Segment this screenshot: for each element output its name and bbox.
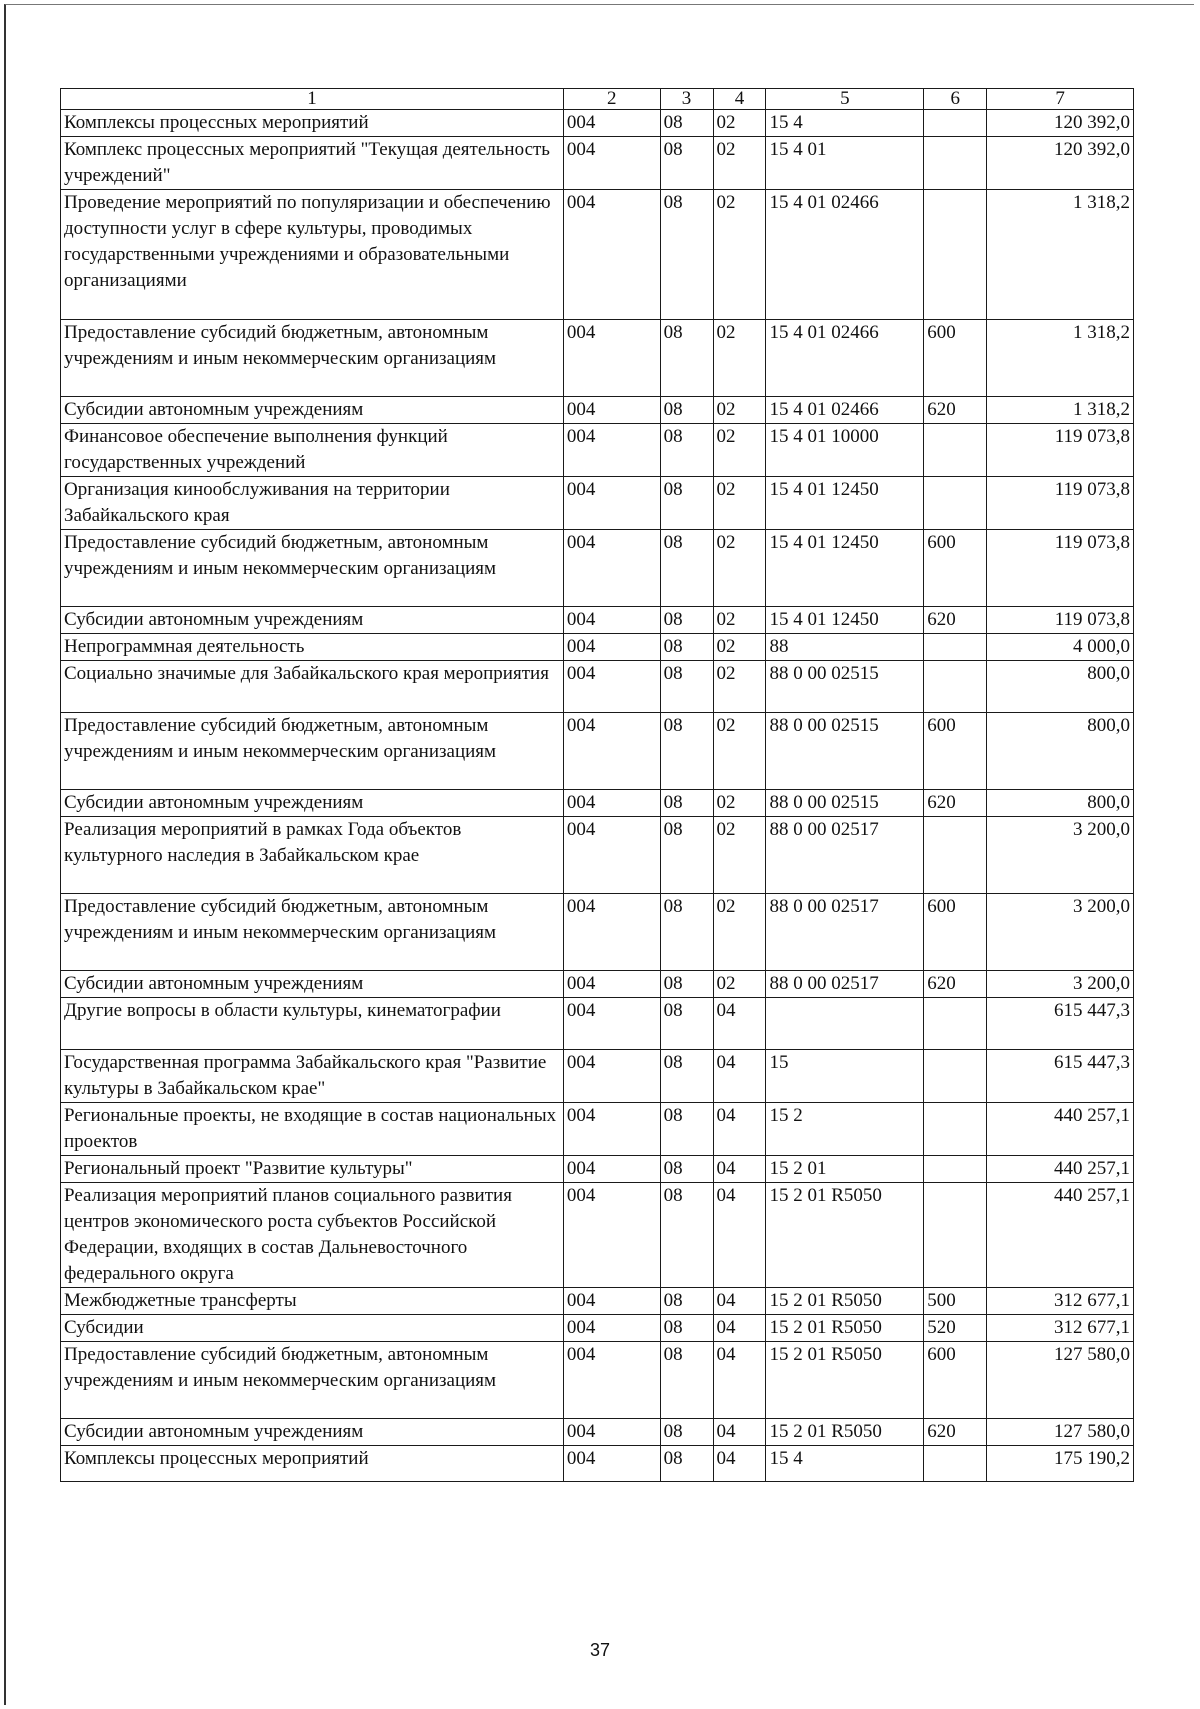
row-name-cell: Субсидии автономным учреждениям [61,1419,564,1446]
row-c6-cell: 600 [924,530,987,607]
row-c2-cell: 004 [563,1103,660,1156]
page-number: 37 [589,1640,611,1660]
row-name-cell: Социально значимые для Забайкальского края мероприятия [61,661,564,713]
row-c3-cell: 08 [660,397,713,424]
row-c5-cell: 15 4 [766,1446,924,1482]
row-name-cell: Проведение мероприятий по популяризации и обеспечению доступности услуг в сфере культуры, проводимых государственными учреждениями и образовательными организациями [61,190,564,320]
row-c2-cell: 004 [563,424,660,477]
row-c3-cell: 08 [660,1419,713,1446]
row-c3-cell: 08 [660,607,713,634]
row-c4-cell: 04 [713,1446,766,1482]
row-c7-cell: 119 073,8 [987,477,1134,530]
row-c6-cell [924,137,987,190]
header-col-1: 1 [61,89,564,110]
table-row [61,661,1134,713]
row-name-cell: Субсидии автономным учреждениям [61,607,564,634]
table-row [61,607,1134,634]
row-c3-cell: 08 [660,817,713,894]
row-c5-cell: 15 4 [766,110,924,137]
row-c2-cell: 004 [563,1050,660,1103]
row-c6-cell: 620 [924,1419,987,1446]
row-c2-cell: 004 [563,894,660,971]
row-name-cell: Предоставление субсидий бюджетным, автономным учреждениям и иным некоммерческим организациям [61,320,564,397]
row-c2-cell: 004 [563,190,660,320]
row-c6-cell [924,661,987,713]
row-c4-cell: 02 [713,424,766,477]
table-row [61,817,1134,894]
header-col-2: 2 [563,89,660,110]
row-name-cell: Комплекс процессных мероприятий "Текущая деятельность учреждений" [61,137,564,190]
row-c4-cell: 04 [713,1288,766,1315]
row-name-cell: Субсидии автономным учреждениям [61,790,564,817]
row-c6-cell: 600 [924,320,987,397]
row-c6-cell [924,1446,987,1482]
table-row [61,137,1134,190]
row-c7-cell: 312 677,1 [987,1315,1134,1342]
row-c7-cell: 615 447,3 [987,998,1134,1050]
row-c6-cell [924,1103,987,1156]
row-c5-cell: 15 [766,1050,924,1103]
row-c7-cell: 3 200,0 [987,817,1134,894]
row-c5-cell: 15 4 01 02466 [766,190,924,320]
row-c2-cell: 004 [563,320,660,397]
row-c4-cell: 02 [713,320,766,397]
row-c4-cell: 02 [713,713,766,790]
row-c4-cell: 02 [713,894,766,971]
table-row [61,1342,1134,1419]
table-row [61,530,1134,607]
row-c4-cell: 02 [713,661,766,713]
row-c7-cell: 440 257,1 [987,1183,1134,1288]
table-row [61,110,1134,137]
row-c3-cell: 08 [660,110,713,137]
row-c7-cell: 119 073,8 [987,424,1134,477]
row-name-cell: Комплексы процессных мероприятий [61,110,564,137]
row-c4-cell: 02 [713,607,766,634]
row-name-cell: Региональный проект "Развитие культуры" [61,1156,564,1183]
budget-table [60,88,1134,1482]
row-name-cell: Предоставление субсидий бюджетным, автономным учреждениям и иным некоммерческим организациям [61,713,564,790]
row-name-cell: Непрограммная деятельность [61,634,564,661]
row-c4-cell: 02 [713,530,766,607]
table-row [61,1183,1134,1288]
row-name-cell: Реализация мероприятий в рамках Года объектов культурного наследия в Забайкальском крае [61,817,564,894]
row-c5-cell: 15 2 01 R5050 [766,1419,924,1446]
table-row [61,971,1134,998]
row-c2-cell: 004 [563,1156,660,1183]
row-c7-cell: 3 200,0 [987,971,1134,998]
row-name-cell: Комплексы процессных мероприятий [61,1446,564,1482]
row-c5-cell: 15 4 01 12450 [766,607,924,634]
row-c6-cell [924,1050,987,1103]
row-c2-cell: 004 [563,110,660,137]
row-name-cell: Предоставление субсидий бюджетным, автономным учреждениям и иным некоммерческим организациям [61,530,564,607]
row-c4-cell: 02 [713,971,766,998]
row-c5-cell: 15 4 01 02466 [766,320,924,397]
row-c7-cell: 119 073,8 [987,530,1134,607]
table-row [61,424,1134,477]
table-row [61,1103,1134,1156]
row-c6-cell: 600 [924,1342,987,1419]
row-c5-cell: 88 [766,634,924,661]
row-c4-cell: 04 [713,1050,766,1103]
table-row [61,477,1134,530]
table-row [61,1446,1134,1482]
row-c3-cell: 08 [660,1156,713,1183]
row-c2-cell: 004 [563,1183,660,1288]
row-c6-cell: 600 [924,894,987,971]
row-c7-cell: 440 257,1 [987,1103,1134,1156]
header-col-5: 5 [766,89,924,110]
row-c4-cell: 04 [713,998,766,1050]
row-c7-cell: 120 392,0 [987,110,1134,137]
header-col-4: 4 [713,89,766,110]
row-c7-cell: 1 318,2 [987,320,1134,397]
row-c2-cell: 004 [563,477,660,530]
header-col-6: 6 [924,89,987,110]
table-row [61,397,1134,424]
row-c2-cell: 004 [563,817,660,894]
row-c4-cell: 04 [713,1342,766,1419]
row-c3-cell: 08 [660,713,713,790]
row-c6-cell: 500 [924,1288,987,1315]
row-c5-cell: 88 0 00 02515 [766,790,924,817]
row-c7-cell: 3 200,0 [987,894,1134,971]
row-c4-cell: 04 [713,1103,766,1156]
row-c6-cell [924,1156,987,1183]
row-c3-cell: 08 [660,790,713,817]
row-c5-cell: 15 2 01 R5050 [766,1315,924,1342]
row-c5-cell: 15 2 01 [766,1156,924,1183]
row-c3-cell: 08 [660,661,713,713]
row-c7-cell: 800,0 [987,661,1134,713]
row-c6-cell [924,424,987,477]
row-c6-cell [924,1183,987,1288]
row-c7-cell: 312 677,1 [987,1288,1134,1315]
row-c5-cell: 15 2 01 R5050 [766,1342,924,1419]
row-c7-cell: 1 318,2 [987,397,1134,424]
table-row [61,320,1134,397]
row-c7-cell: 4 000,0 [987,634,1134,661]
row-c5-cell: 15 2 01 R5050 [766,1288,924,1315]
row-name-cell: Межбюджетные трансферты [61,1288,564,1315]
row-c4-cell: 02 [713,817,766,894]
row-c6-cell [924,817,987,894]
row-c7-cell: 120 392,0 [987,137,1134,190]
row-name-cell: Предоставление субсидий бюджетным, автономным учреждениям и иным некоммерческим организациям [61,894,564,971]
row-c7-cell: 1 318,2 [987,190,1134,320]
row-c3-cell: 08 [660,634,713,661]
row-c6-cell [924,998,987,1050]
row-c2-cell: 004 [563,634,660,661]
row-c5-cell: 88 0 00 02517 [766,894,924,971]
row-c2-cell: 004 [563,607,660,634]
table-row [61,1315,1134,1342]
row-c5-cell: 15 4 01 02466 [766,397,924,424]
row-c2-cell: 004 [563,661,660,713]
row-c3-cell: 08 [660,1446,713,1482]
row-c5-cell: 88 0 00 02517 [766,971,924,998]
row-name-cell: Предоставление субсидий бюджетным, автономным учреждениям и иным некоммерческим организациям [61,1342,564,1419]
table-row [61,894,1134,971]
row-c4-cell: 02 [713,397,766,424]
row-c3-cell: 08 [660,1315,713,1342]
row-c6-cell [924,634,987,661]
table-row [61,190,1134,320]
row-c4-cell: 02 [713,790,766,817]
table-row [61,998,1134,1050]
row-c2-cell: 004 [563,998,660,1050]
row-c5-cell: 15 4 01 10000 [766,424,924,477]
row-c3-cell: 08 [660,1183,713,1288]
row-c4-cell: 02 [713,190,766,320]
row-c6-cell [924,190,987,320]
row-c5-cell: 15 2 01 R5050 [766,1183,924,1288]
row-name-cell: Субсидии автономным учреждениям [61,971,564,998]
row-name-cell: Реализация мероприятий планов социального развития центров экономического роста субъектов Российской Федерации, входящих в состав Дальневосточного федерального округа [61,1183,564,1288]
row-c7-cell: 800,0 [987,790,1134,817]
table-row [61,1156,1134,1183]
row-c6-cell [924,477,987,530]
row-c5-cell: 88 0 00 02517 [766,817,924,894]
row-c2-cell: 004 [563,530,660,607]
row-c7-cell: 615 447,3 [987,1050,1134,1103]
row-c6-cell: 620 [924,397,987,424]
row-c7-cell: 127 580,0 [987,1342,1134,1419]
row-c4-cell: 04 [713,1183,766,1288]
row-c2-cell: 004 [563,971,660,998]
row-c2-cell: 004 [563,790,660,817]
row-c3-cell: 08 [660,424,713,477]
table-row [61,790,1134,817]
row-c4-cell: 04 [713,1419,766,1446]
row-c5-cell: 15 4 01 12450 [766,530,924,607]
row-c4-cell: 02 [713,634,766,661]
row-c6-cell: 620 [924,607,987,634]
table-row [61,713,1134,790]
table-row [61,1050,1134,1103]
table-row [61,634,1134,661]
row-c3-cell: 08 [660,1342,713,1419]
row-c6-cell: 600 [924,713,987,790]
row-name-cell: Финансовое обеспечение выполнения функций государственных учреждений [61,424,564,477]
row-c7-cell: 127 580,0 [987,1419,1134,1446]
row-c2-cell: 004 [563,1315,660,1342]
row-c2-cell: 004 [563,397,660,424]
row-name-cell: Региональные проекты, не входящие в состав национальных проектов [61,1103,564,1156]
row-name-cell: Субсидии автономным учреждениям [61,397,564,424]
row-c2-cell: 004 [563,1342,660,1419]
row-c3-cell: 08 [660,137,713,190]
row-c4-cell: 02 [713,110,766,137]
row-name-cell: Субсидии [61,1315,564,1342]
row-name-cell: Государственная программа Забайкальского края "Развитие культуры в Забайкальском крае" [61,1050,564,1103]
row-c2-cell: 004 [563,1419,660,1446]
row-c5-cell: 88 0 00 02515 [766,713,924,790]
row-c3-cell: 08 [660,1103,713,1156]
table-row [61,1419,1134,1446]
row-c3-cell: 08 [660,971,713,998]
row-name-cell: Другие вопросы в области культуры, кинематографии [61,998,564,1050]
row-c4-cell: 04 [713,1156,766,1183]
row-c3-cell: 08 [660,190,713,320]
header-col-3: 3 [660,89,713,110]
row-c3-cell: 08 [660,894,713,971]
row-c4-cell: 02 [713,477,766,530]
row-c6-cell: 620 [924,790,987,817]
row-c5-cell: 15 2 [766,1103,924,1156]
row-c2-cell: 004 [563,1288,660,1315]
row-c7-cell: 440 257,1 [987,1156,1134,1183]
row-c7-cell: 119 073,8 [987,607,1134,634]
header-col-7: 7 [987,89,1134,110]
row-c3-cell: 08 [660,530,713,607]
row-c6-cell: 620 [924,971,987,998]
row-c2-cell: 004 [563,713,660,790]
table-row [61,1288,1134,1315]
row-c5-cell: 15 4 01 [766,137,924,190]
row-c2-cell: 004 [563,1446,660,1482]
row-c7-cell: 800,0 [987,713,1134,790]
header-row [61,89,1134,110]
row-c5-cell: 88 0 00 02515 [766,661,924,713]
row-c4-cell: 02 [713,137,766,190]
row-c6-cell: 520 [924,1315,987,1342]
row-c5-cell [766,998,924,1050]
row-c7-cell: 175 190,2 [987,1446,1134,1482]
row-c3-cell: 08 [660,998,713,1050]
row-c3-cell: 08 [660,1050,713,1103]
row-c3-cell: 08 [660,477,713,530]
row-c6-cell [924,110,987,137]
row-c4-cell: 04 [713,1315,766,1342]
row-name-cell: Организация кинообслуживания на территории Забайкальского края [61,477,564,530]
row-c5-cell: 15 4 01 12450 [766,477,924,530]
row-c3-cell: 08 [660,320,713,397]
row-c2-cell: 004 [563,137,660,190]
row-c3-cell: 08 [660,1288,713,1315]
